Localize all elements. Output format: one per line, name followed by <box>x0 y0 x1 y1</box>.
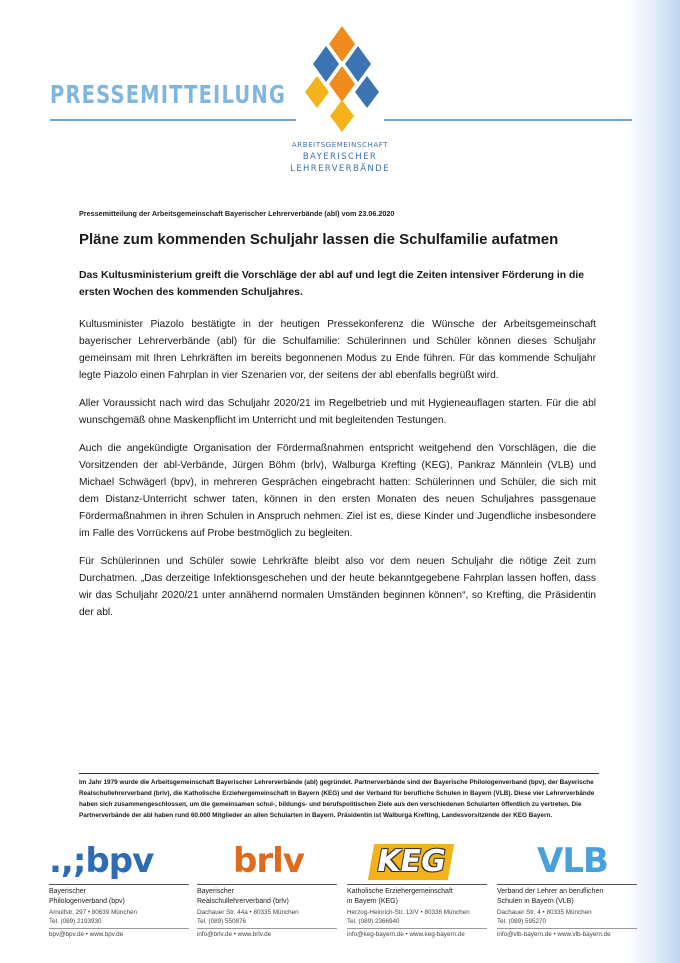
abl-logo-icon <box>302 24 382 134</box>
partner-name: Verband der Lehrer an beruflichen Schulen in Bayern (VLB) <box>497 884 637 906</box>
footer-rule <box>79 773 599 774</box>
body-paragraph: Aller Voraussicht nach wird das Schuljahr 2020/21 im Regelbetrieb und mit Hygieneauflagen starten. Für die abl wunschgemäß ohne Maskenpflicht im Unterricht und mit begleitenden Testungen. <box>79 398 596 426</box>
logo-line-2: BAYERISCHER <box>302 152 378 162</box>
partner-contact: info@vlb-bayern.de • www.vlb-bayern.de <box>497 928 637 939</box>
header-rule-left <box>50 119 296 121</box>
decorative-side-band <box>628 0 680 963</box>
partner-address: Arnulfstr. 297 • 80639 München Tel. (089) 2193930 <box>49 909 137 925</box>
lead-paragraph: Das Kultusministerium greift die Vorschläge der abl auf und legt die Zeiten intensiver Förderung in die ersten Wochen des kommenden Schuljahres. <box>79 270 584 298</box>
partner-contact: info@keg-bayern.de • www.keg-bayern.de <box>347 928 487 939</box>
partner-name: Bayerischer Realschullehrerverband (brlv) <box>197 884 337 906</box>
partner-brlv <box>197 840 337 939</box>
partner-contact: bpv@bpv.de • www.bpv.de <box>49 928 189 939</box>
body-paragraph: Für Schülerinnen und Schüler sowie Lehrkräfte bleibt also vor dem neuen Schuljahr die nötige Zeit zum Durchatmen. „Das derzeitige Infektionsgeschehen und der heute bekanntgegebene Fahrplan lassen hoffen, dass wir das Schuljahr 2020/21 unter annähernd normalen Umständen beginnen können“, so Krefting, die Präsidentin der abl. <box>79 556 596 618</box>
press-release-meta: Pressemitteilung der Arbeitsgemeinschaft Bayerischer Lehrerverbände (abl) vom 23.06.2020 <box>79 209 395 218</box>
headline: Pläne zum kommenden Schuljahr lassen die Schulfamilie aufatmen <box>79 231 559 248</box>
logo-line-1: ARBEITSGEMEINSCHAFT <box>291 141 389 149</box>
partner-name: Katholische Erziehergemeinschaft in Bayern (KEG) <box>347 884 487 906</box>
partner-address: Herzog-Heinrich-Str. 13/V • 80336 München Tel. (089) 2366940 <box>347 909 470 925</box>
vlb-logo-icon: VLB <box>537 841 608 881</box>
logo-diamond-bottom <box>330 100 354 132</box>
keg-logo-icon: KEG <box>347 840 487 882</box>
bpv-logo-icon: .,;bpv <box>49 841 154 881</box>
partner-name: Bayerischer Philologenverband (bpv) <box>49 884 189 906</box>
partner-contact: info@brlv.de • www.brlv.de <box>197 928 337 939</box>
brlv-logo-icon: brlv <box>233 841 304 881</box>
body-paragraph: Auch die angekündigte Organisation der Fördermaßnahmen entspricht weitgehend den Vorschlägen, die die Vorsitzenden der abl-Verbände, Jürgen Böhm (brlv), Walburga Krefting (KEG), Pankraz Männlein (VLB) und Michael Schwägerl (bpv), in mehreren Gesprächen eingebracht hatten: Schülerinnen und Schüler, die sich mit dem Distanz-Unterricht schwer taten, können in den ersten Monaten des neuen Schuljahres passgenaue Fördermaßnahmen in ihren Schulen in Anspruch nehmen. Ziel ist es, diese Kinder und Jugendliche insbesondere im Falle des Vorrückens auf Probe bestmöglich zu begleiten. <box>79 443 596 539</box>
body-text <box>79 316 596 632</box>
partner-keg <box>347 840 487 939</box>
partner-address: Dachauer Str. 44a • 80335 München Tel. (089) 550876 <box>197 909 299 925</box>
partner-address: Dachauer Str. 4 • 80335 München Tel. (089) 595270 <box>497 909 592 925</box>
header-rule-right <box>384 119 632 121</box>
logo-line-3: LEHRERVERBÄNDE <box>290 164 390 174</box>
partner-bpv <box>49 840 189 939</box>
document-type-title: PRESSEMITTEILUNG <box>50 80 287 109</box>
footer-about-text: Im Jahr 1979 wurde die Arbeitsgemeinschaft Bayerischer Lehrerverbände (abl) gegründet. Partnerverbände sind der Bayerische Philologenverband (bpv), der Bayerische Realschullehrerverband (brlv), die Katholische Erziehergemeinschaft in Bayern (KEG) und der Verband für berufliche Schulen in Bayern (VLB). Diese vier Lehrerverbände haben sich zusammengeschlossen, um die gemeinsamen schul-, bildungs- und berufspolitischen Ziele aus den verschiedenen Schularten öffentlich zu vertreten. Die Partnerverbände der abl haben rund 60.000 Mitglieder an allen Schularten in Bayern. Präsidentin ist Walburga Krefting, Landesvorsitzende der KEG Bayern. <box>79 779 595 819</box>
partner-vlb <box>497 840 637 939</box>
body-paragraph: Kultusminister Piazolo bestätigte in der heutigen Pressekonferenz die Wünsche der Arbeitsgemeinschaft bayerischer Lehrerverbände (abl) für die Schulfamilie: Schülerinnen und Schüler können dieses Schuljahr gemeinsam mit Ihren Lehrkräften im bereits begonnenen Modus zu Ende führen. Für das kommende Schuljahr legte Piazolo einen Fahrplan in vier Szenarien vor, der seitens der abl ebenfalls begrüßt wird. <box>79 319 596 381</box>
